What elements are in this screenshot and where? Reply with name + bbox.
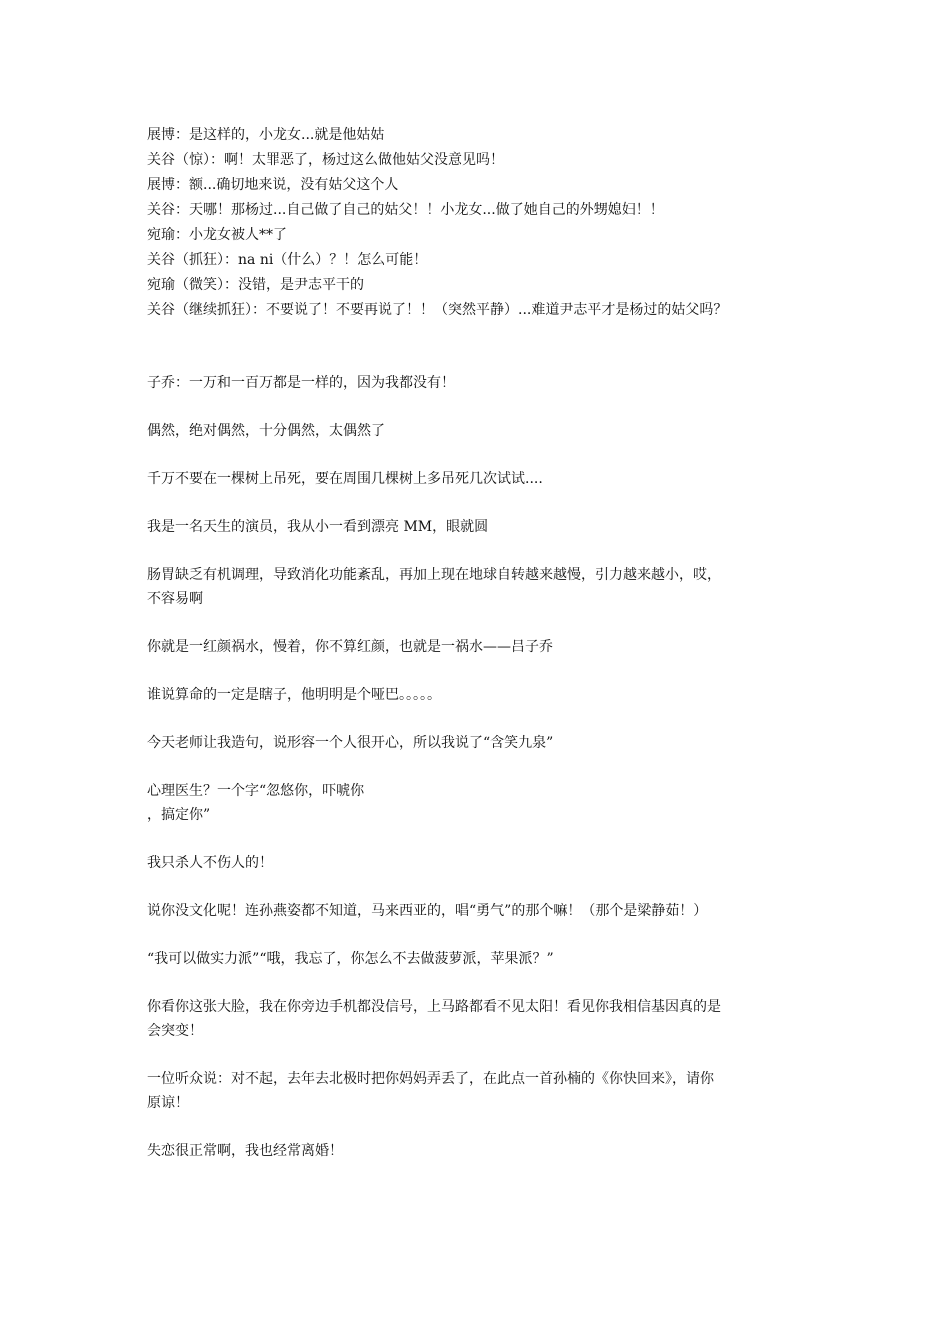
quote-line: 谁说算命的一定是瞎子，他明明是个哑巴。。。。。 bbox=[147, 687, 441, 703]
quote-line: 会突变！ bbox=[147, 1023, 203, 1039]
quote-paragraph bbox=[147, 419, 827, 443]
dialogue-line: 展博：额...确切地来说，没有姑父这个人 bbox=[147, 177, 399, 193]
quote-line: ，搞定你” bbox=[147, 807, 211, 823]
quote-line: 你就是一红颜祸水，慢着，你不算红颜，也就是一祸水——吕子乔 bbox=[147, 639, 553, 655]
quote-paragraph bbox=[147, 899, 827, 923]
quote-paragraph bbox=[147, 683, 827, 707]
quote-paragraph bbox=[147, 947, 827, 971]
dialogue-line: 关谷（抓狂）：na ni（什么）？！怎么可能！ bbox=[147, 252, 428, 268]
quote-paragraph bbox=[147, 371, 827, 395]
dialogue-line: 关谷（继续抓狂）：不要说了！不要再说了！！（突然平静）...难道尹志平才是杨过的姑父吗？ bbox=[147, 302, 728, 318]
dialogue-line: 关谷（惊）：啊！太罪恶了，杨过这么做他姑父没意见吗！ bbox=[147, 152, 504, 168]
quote-line: 失恋很正常啊，我也经常离婚！ bbox=[147, 1143, 343, 1159]
quote-line: 心理医生？一个字“忽悠你，吓唬你 bbox=[147, 783, 365, 799]
quote-line: 说你没文化呢！连孙燕姿都不知道，马来西亚的，唱“勇气”的那个嘛！（那个是梁静茹！） bbox=[147, 903, 708, 919]
quote-paragraph bbox=[147, 515, 827, 539]
quote-line: 今天老师让我造句，说形容一个人很开心，所以我说了“含笑九泉” bbox=[147, 735, 554, 751]
quote-line: 我是一名天生的演员，我从小一看到漂亮 MM，眼就圆 bbox=[147, 519, 489, 535]
dialogue-line: 宛瑜：小龙女被人**了 bbox=[147, 227, 287, 243]
quote-paragraph bbox=[147, 1067, 827, 1115]
quote-line: 千万不要在一棵树上吊死，要在周围几棵树上多吊死几次试试.... bbox=[147, 471, 543, 487]
dialogue-line: 关谷：天哪！那杨过...自己做了自己的姑父！！小龙女...做了她自己的外甥媳妇！！ bbox=[147, 202, 664, 218]
quote-paragraph bbox=[147, 779, 827, 827]
dialogue-line: 展博：是这样的，小龙女...就是他姑姑 bbox=[147, 127, 385, 143]
quote-line: 偶然，绝对偶然，十分偶然，太偶然了 bbox=[147, 423, 385, 439]
quote-paragraph bbox=[147, 995, 827, 1043]
quote-line: 我只杀人不伤人的！ bbox=[147, 855, 273, 871]
section-spacer bbox=[147, 323, 847, 371]
quotes-block bbox=[147, 371, 847, 1163]
quote-paragraph bbox=[147, 731, 827, 755]
quote-line: 肠胃缺乏有机调理，导致消化功能紊乱，再加上现在地球自转越来越慢，引力越来越小，哎， bbox=[147, 567, 721, 583]
quote-line: 不容易啊 bbox=[147, 591, 203, 607]
quote-paragraph bbox=[147, 635, 827, 659]
quote-paragraph bbox=[147, 1139, 827, 1163]
dialogue-line: 宛瑜（微笑）：没错，是尹志平干的 bbox=[147, 277, 364, 293]
quote-paragraph bbox=[147, 467, 827, 491]
quote-line: 子乔：一万和一百万都是一样的，因为我都没有！ bbox=[147, 375, 455, 391]
dialogue-block bbox=[147, 123, 847, 323]
quote-paragraph bbox=[147, 851, 827, 875]
quote-paragraph bbox=[147, 563, 827, 611]
quote-line: 一位听众说：对不起，去年去北极时把你妈妈弄丢了，在此点一首孙楠的《你快回来》，请你 bbox=[147, 1071, 714, 1087]
quote-line: 原谅！ bbox=[147, 1095, 189, 1111]
document-body bbox=[147, 123, 847, 1187]
quote-line: “我可以做实力派”“哦，我忘了，你怎么不去做菠萝派，苹果派？” bbox=[147, 951, 554, 967]
quote-line: 你看你这张大脸，我在你旁边手机都没信号，上马路都看不见太阳！看见你我相信基因真的是 bbox=[147, 999, 721, 1015]
